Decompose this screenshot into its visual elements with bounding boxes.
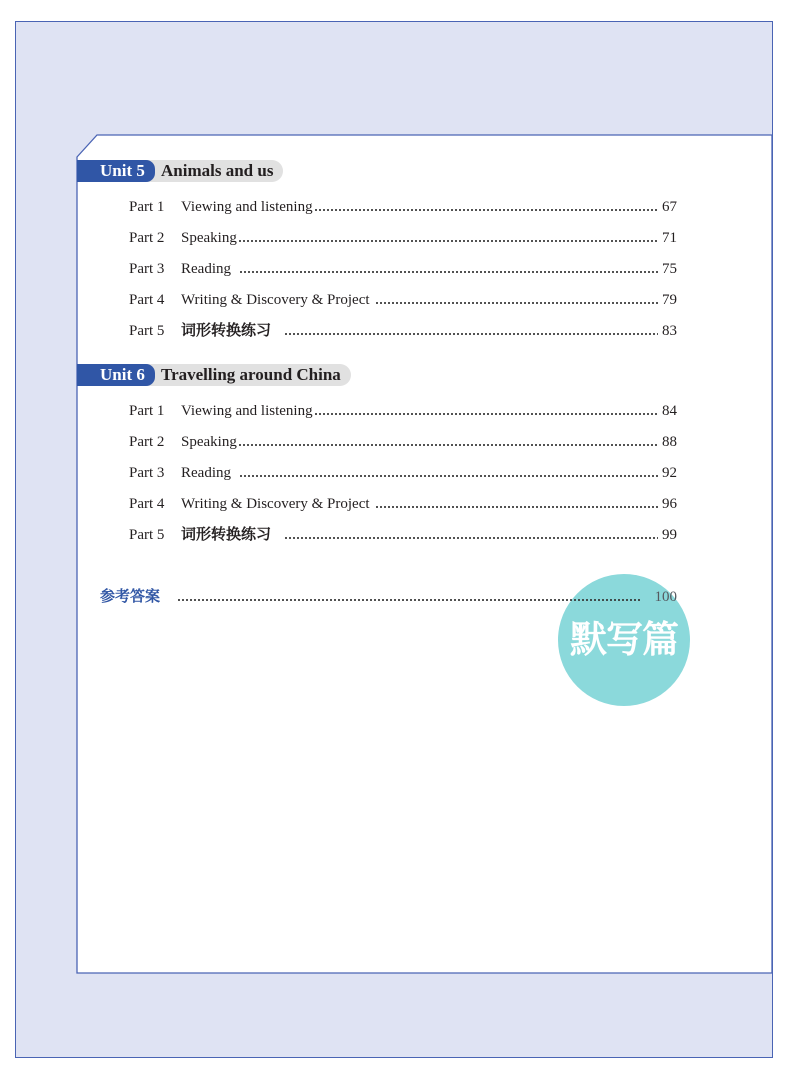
part-title: Viewing and listening: [181, 403, 313, 419]
toc-row: [129, 197, 677, 217]
page-number: 92: [662, 465, 677, 481]
unit-label: Unit 6: [77, 364, 155, 386]
unit-header: [77, 364, 351, 386]
part-title: Speaking: [181, 434, 237, 450]
part-number: Part 2: [129, 434, 165, 450]
part-number: Part 1: [129, 199, 165, 215]
answers-label: 参考答案: [100, 589, 161, 605]
page-number: 75: [662, 261, 677, 277]
part-number: Part 3: [129, 261, 165, 277]
part-number: Part 5: [129, 527, 165, 543]
toc-row: [129, 259, 677, 279]
toc-row: [129, 494, 677, 514]
answers-row: [100, 587, 677, 607]
part-title: Speaking: [181, 230, 237, 246]
page-number: 67: [662, 199, 677, 215]
toc-row: [129, 432, 677, 452]
page-number: 71: [662, 230, 677, 246]
part-title: Writing & Discovery & Project: [181, 496, 370, 512]
toc-row: [129, 321, 677, 341]
dot-leader: [238, 443, 658, 447]
badge-text: 默写篇: [570, 618, 678, 661]
page-number: 88: [662, 434, 677, 450]
part-number: Part 3: [129, 465, 165, 481]
page-number: 99: [662, 527, 677, 543]
page-number: 79: [662, 292, 677, 308]
page-number: 84: [662, 403, 677, 419]
part-title: Viewing and listening: [181, 199, 313, 215]
dot-leader: [177, 598, 641, 602]
unit-header: [77, 160, 283, 182]
part-number: Part 1: [129, 403, 165, 419]
toc-row: [129, 401, 677, 421]
part-title: 词形转换练习: [181, 323, 272, 339]
dot-leader: [284, 536, 658, 540]
dot-leader: [314, 412, 658, 416]
unit-title: Travelling around China: [145, 364, 351, 386]
part-number: Part 5: [129, 323, 165, 339]
part-title: 词形转换练习: [181, 527, 272, 543]
toc-row: [129, 290, 677, 310]
part-title: Reading: [181, 465, 231, 481]
unit-title: Animals and us: [145, 160, 283, 182]
dot-leader: [314, 208, 658, 212]
dot-leader: [238, 239, 658, 243]
dot-leader: [375, 505, 658, 509]
part-number: Part 4: [129, 292, 165, 308]
dot-leader: [239, 474, 658, 478]
part-number: Part 4: [129, 496, 165, 512]
dot-leader: [375, 301, 658, 305]
dot-leader: [239, 270, 658, 274]
unit-label: Unit 5: [77, 160, 155, 182]
dot-leader: [284, 332, 658, 336]
part-title: Writing & Discovery & Project: [181, 292, 370, 308]
toc-row: [129, 228, 677, 248]
answers-page-number: 100: [654, 589, 677, 605]
toc-row: [129, 525, 677, 545]
part-title: Reading: [181, 261, 231, 277]
page-number: 96: [662, 496, 677, 512]
page-number: 83: [662, 323, 677, 339]
part-number: Part 2: [129, 230, 165, 246]
toc-row: [129, 463, 677, 483]
